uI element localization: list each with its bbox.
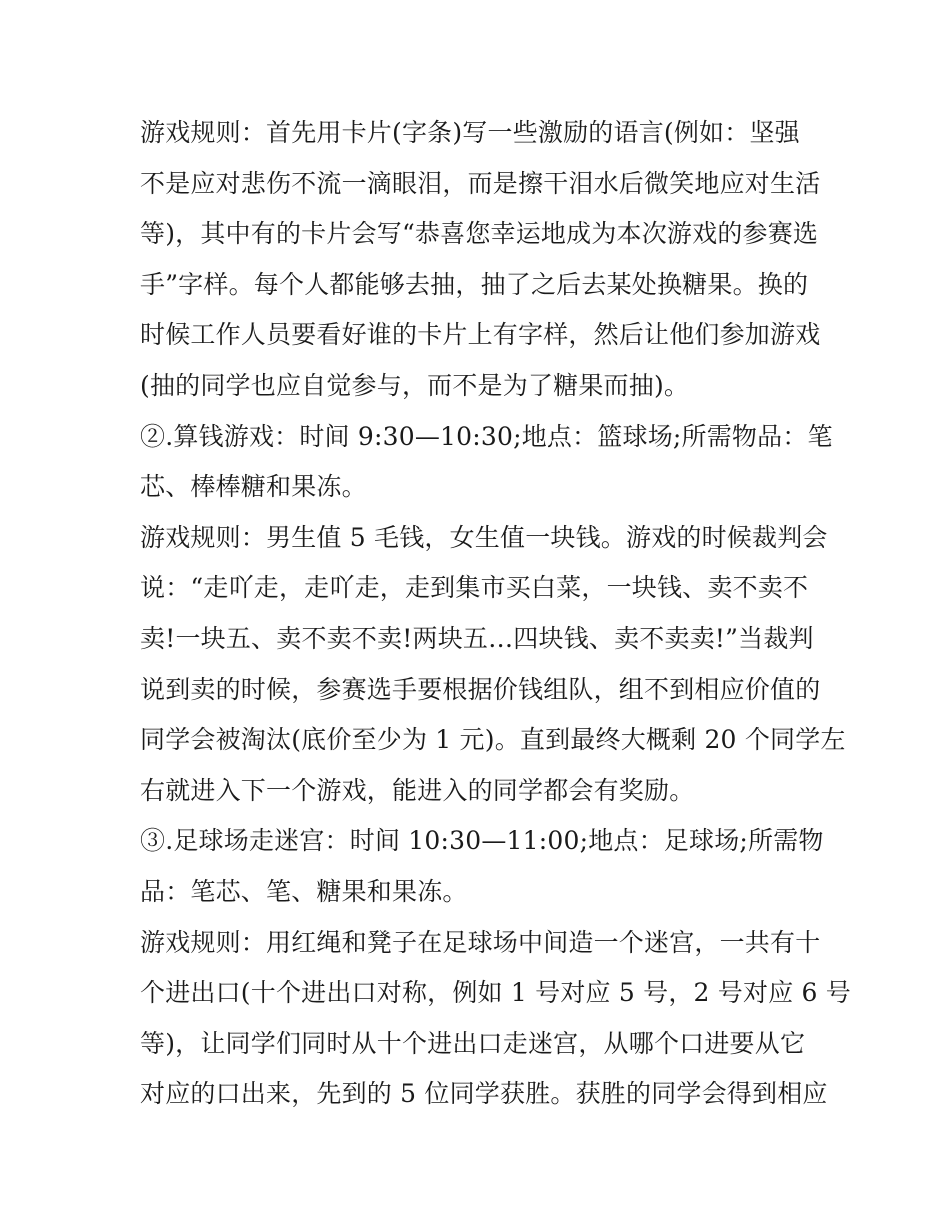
text-line: 不是应对悲伤不流一滴眼泪，而是擦干泪水后微笑地应对生活 <box>140 168 821 198</box>
text-line: 说：“走吖走，走吖走，走到集市买白菜，一块钱、卖不卖不 <box>140 573 809 603</box>
text-line: (抽的同学也应自觉参与，而不是为了糖果而抽)。 <box>140 370 690 400</box>
text-line: 等)，让同学们同时从十个进出口走迷宫，从哪个口进要从它 <box>140 1028 806 1058</box>
text-line: 右就进入下一个游戏，能进入的同学都会有奖励。 <box>140 775 695 805</box>
text-line: ③.足球场走迷宫：时间 10:30—11:00;地点：足球场;所需物 <box>140 826 824 856</box>
text-line: 等)，其中有的卡片会写“恭喜您幸运地成为本次游戏的参赛选 <box>140 219 819 249</box>
text-line: 游戏规则：男生值 5 毛钱，女生值一块钱。游戏的时候裁判会 <box>140 522 828 552</box>
text-line: 游戏规则：首先用卡片(字条)写一些激励的语言(例如：坚强 <box>140 118 800 147</box>
text-line: 品：笔芯、笔、糖果和果冻。 <box>140 876 468 906</box>
document-body <box>140 108 852 1120</box>
text-line: 游戏规则：用红绳和凳子在足球场中间造一个迷宫，一共有十 <box>140 927 821 957</box>
text-line: 个进出口(十个进出口对称，例如 1 号对应 5 号，2 号对应 6 号 <box>140 978 852 1008</box>
text-line: 说到卖的时候，参赛选手要根据价钱组队，组不到相应价值的 <box>140 674 821 704</box>
text-line: 卖!一块五、卖不卖不卖!两块五…四块钱、卖不卖卖!”当裁判 <box>140 623 814 653</box>
text-line: 芯、棒棒糖和果冻。 <box>140 472 367 502</box>
text-line: 同学会被淘汰(底价至少为 1 元)。直到最终大概剩 20 个同学左 <box>140 725 846 755</box>
text-line: 手”字样。每个人都能够去抽，抽了之后去某处换糖果。换的 <box>140 269 809 299</box>
text-line: 时候工作人员要看好谁的卡片上有字样，然后让他们参加游戏 <box>140 320 821 350</box>
text-line: ②.算钱游戏：时间 9:30—10:30;地点：篮球场;所需物品：笔 <box>140 421 833 451</box>
text-line: 对应的口出来，先到的 5 位同学获胜。获胜的同学会得到相应 <box>140 1079 828 1109</box>
